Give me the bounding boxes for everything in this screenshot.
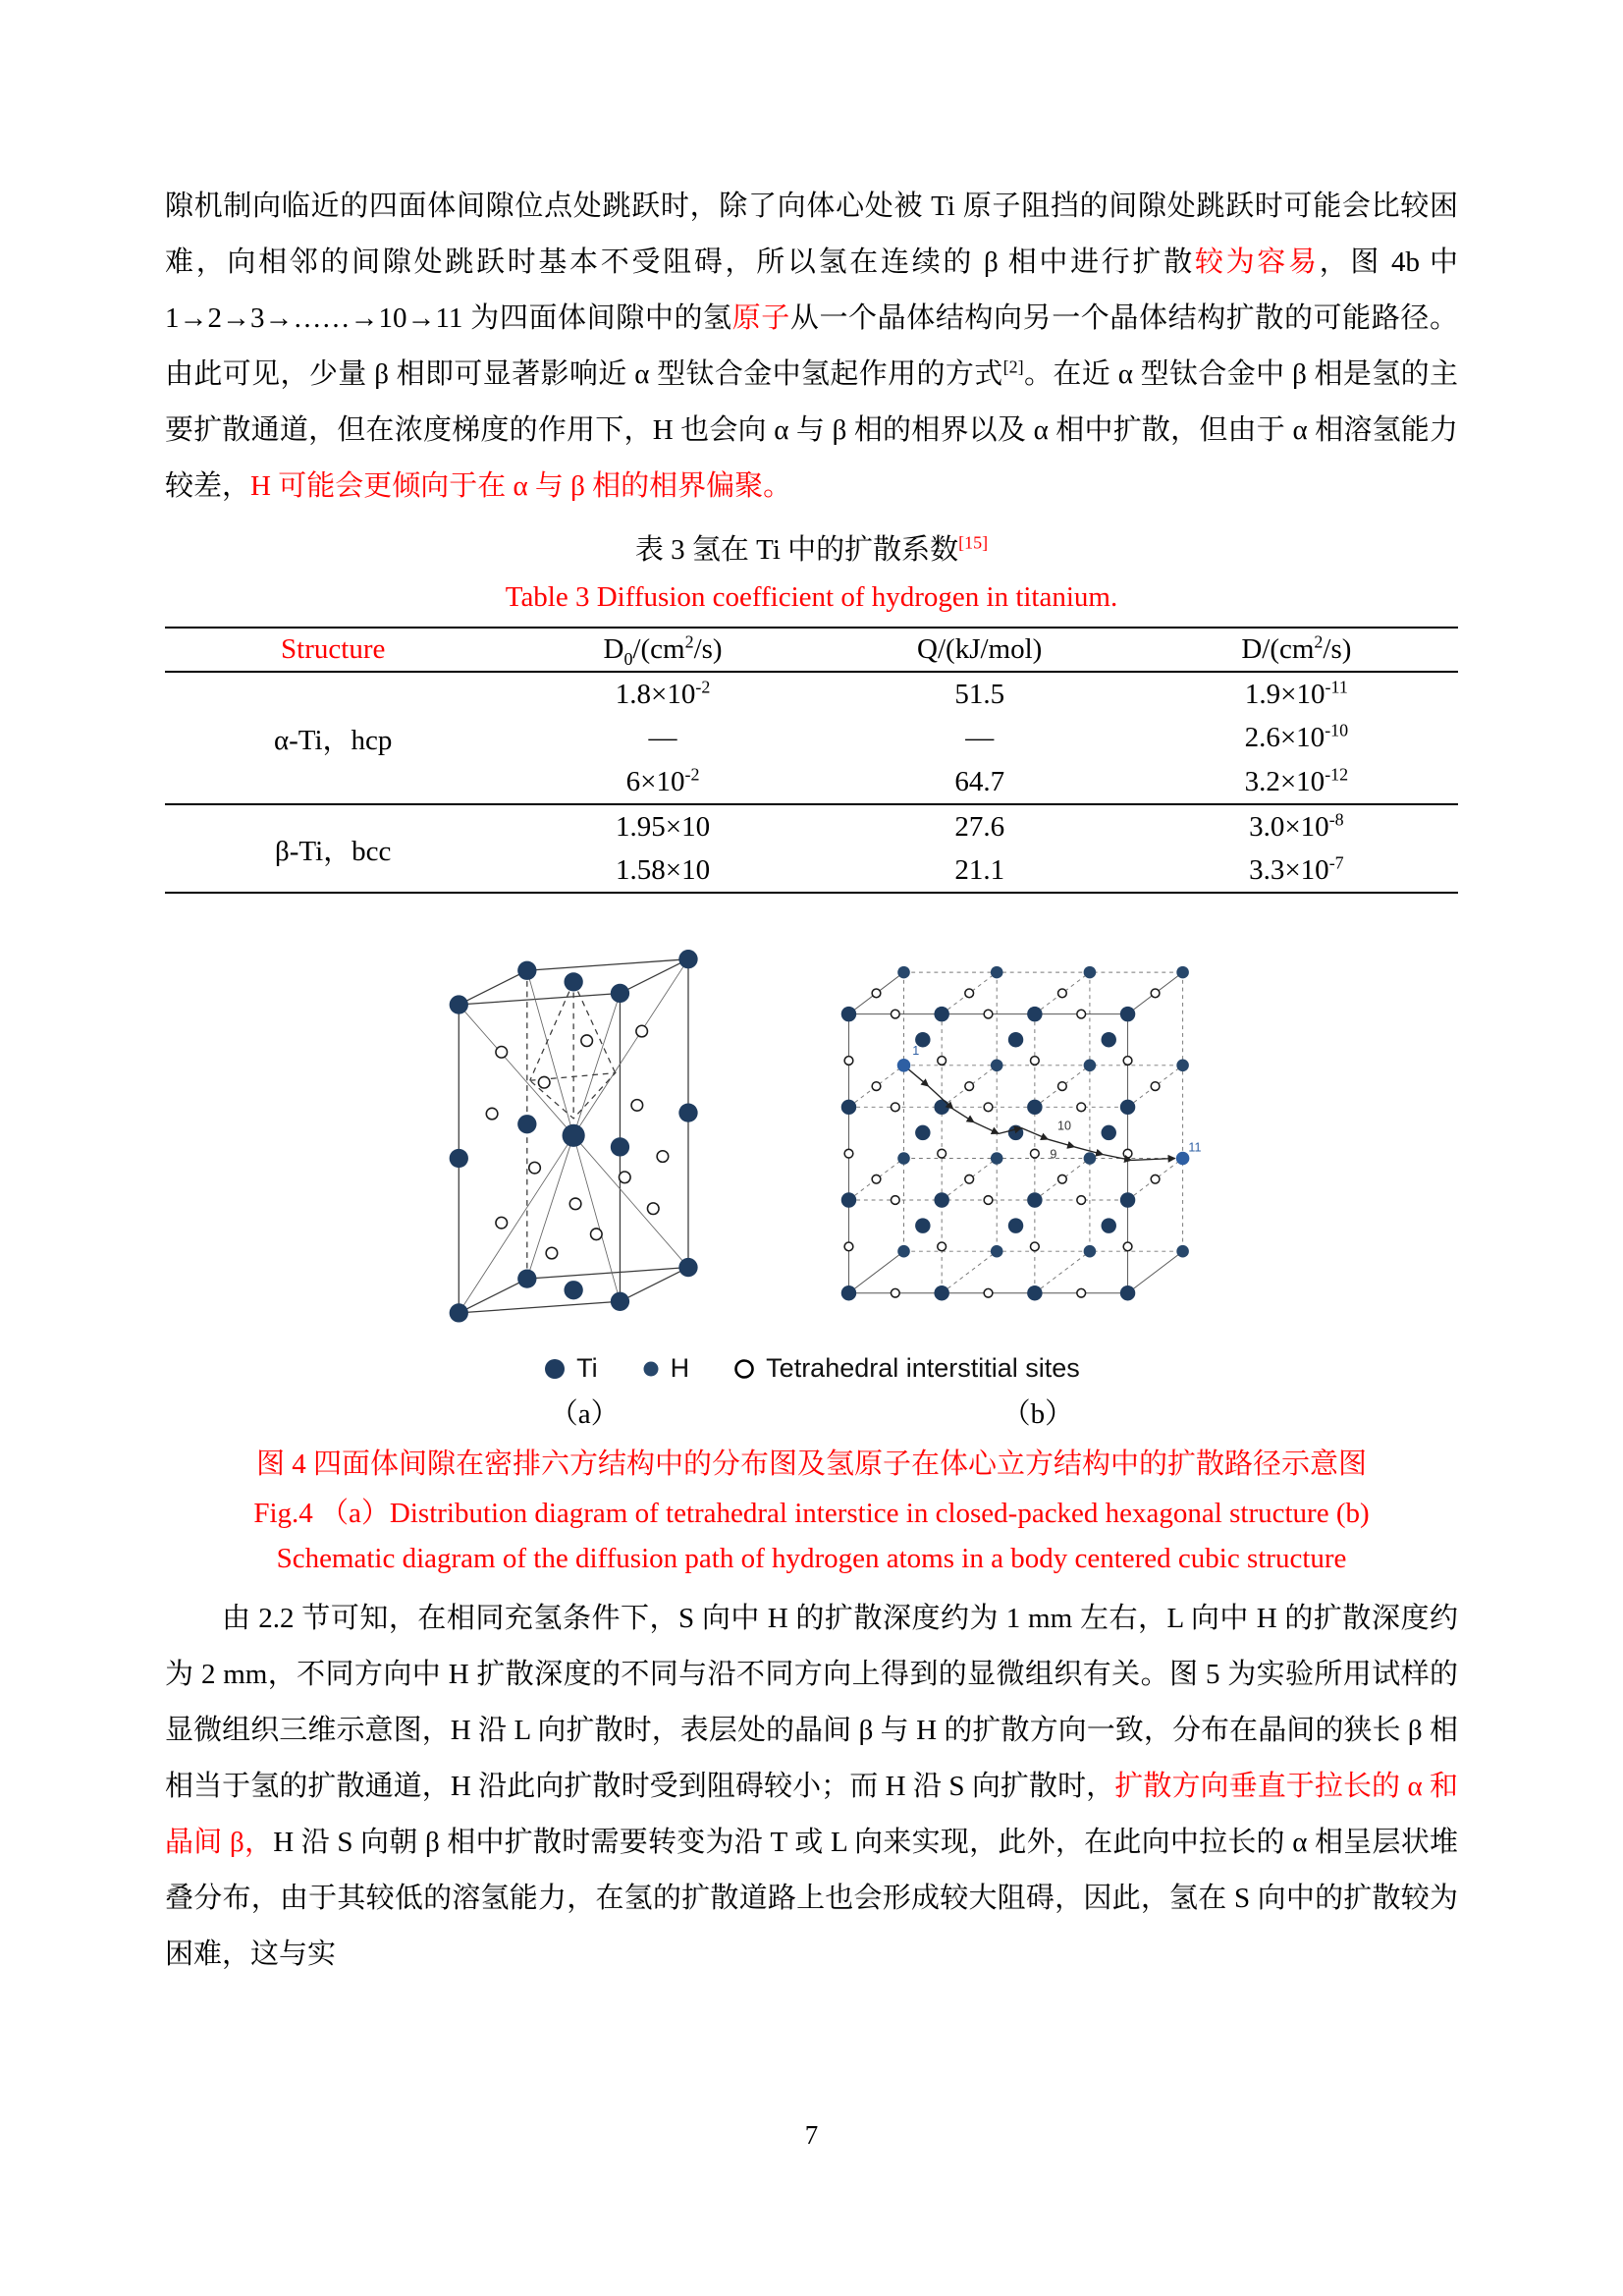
- figure-caption-en: Fig.4 （a）Distribution diagram of tetrahedral interstice in closed-packed hexagonal structure (b) Schematic diagram of the diffusion path of hydrogen atoms in a body centered cubic structure: [253, 1498, 1370, 1574]
- page-number: 7: [804, 2120, 819, 2150]
- hcp-structure-figure: [411, 919, 743, 1341]
- table-caption-en: Table 3 Diffusion coefficient of hydrogen in titanium.: [505, 581, 1118, 613]
- structure-alpha-ti: α-Ti，hcp: [273, 725, 393, 756]
- cell-d: $2.6\times 10^{-10}$: [1244, 720, 1349, 753]
- diffusion-table: [165, 627, 1458, 894]
- interstitial-site-icon: [732, 1357, 756, 1381]
- tetrahedron-outline: [530, 982, 616, 1119]
- legend-item-ti: [543, 1353, 598, 1384]
- cell-d0: $1.8\times 10^{-2}$: [615, 676, 711, 710]
- figure-sublabel-b: （b）: [1001, 1398, 1074, 1430]
- cell-q: 27.6: [954, 810, 1005, 843]
- col-header-q: Q/(kJ/mol): [917, 633, 1043, 665]
- bcc-structure-figure: [822, 919, 1212, 1341]
- path-label-9: 9: [1050, 1147, 1057, 1162]
- legend-item-h: [641, 1353, 690, 1384]
- table-row: [165, 804, 1458, 848]
- cell-q: 64.7: [954, 765, 1005, 797]
- cell-d0: —: [648, 722, 677, 753]
- path-label-10: 10: [1057, 1119, 1072, 1133]
- col-header-d0: $D_0/(cm^2/s)$: [603, 631, 723, 669]
- cell-d: $3.2\times 10^{-12}$: [1244, 763, 1349, 797]
- structure-beta-ti: β-Ti，bcc: [274, 835, 392, 867]
- table-header-row: [165, 628, 1458, 672]
- cell-q: 51.5: [954, 678, 1005, 710]
- table-caption-zh: 表 3 氢在 Ti 中的扩散系数[15]: [634, 532, 989, 566]
- cell-d: $3.3\times 10^{-7}$: [1249, 851, 1344, 886]
- path-label-1: 1: [912, 1044, 920, 1059]
- legend-label-ti: Ti: [576, 1353, 598, 1383]
- cell-q: —: [965, 722, 995, 753]
- col-header-d: $D/(cm^2/s)$: [1241, 631, 1352, 665]
- ti-atom-icon: [543, 1357, 567, 1381]
- h-atom-icon: [641, 1359, 661, 1379]
- legend-item-interstitial: [732, 1353, 1080, 1384]
- cell-q: 21.1: [954, 853, 1005, 886]
- cell-d0: 1.95×10: [615, 810, 711, 843]
- paragraph-microstructure: 由 2.2 节可知，在相同充氢条件下，S 向中 H 的扩散深度约为 1 mm 左右，L 向中 H 的扩散深度约为 2 mm，不同方向中 H 扩散深度的不同与沿不同方向上得到的显微组织有关。图 5 为实验所用试样的显微组织三维示意图，H 沿 L 向扩散时，表层处的晶间 β 与 H 的扩散方向一致，分布在晶间的狭长 β 相相当于氢的扩散通道，H 沿此向扩散时受到阻碍较小；而 H 沿 S 向扩散时，扩散方向垂直于拉长的 α 和晶间 β，H 沿 S 向朝 β 相中扩散时需要转变为沿 T 或 L 向来实现，此外，在此向中拉长的 α 相呈层状堆叠分布，由于其较低的溶氢能力，在氢的扩散道路上也会形成较大阻碍，因此，氢在 S 向中的扩散较为困难，这与实: [165, 1603, 1459, 1970]
- cell-d: $1.9\times 10^{-11}$: [1244, 676, 1348, 710]
- figure-panel: [165, 919, 1458, 1341]
- legend-label-interstitial: Tetrahedral interstitial sites: [766, 1353, 1080, 1383]
- figure-caption-zh: 图 4 四面体间隙在密排六方结构中的分布图及氢原子在体心立方结构中的扩散路径示意图: [255, 1449, 1367, 1480]
- path-label-11: 11: [1188, 1140, 1202, 1155]
- cell-d: $3.0\times 10^{-8}$: [1249, 808, 1344, 843]
- cell-d0: 1.58×10: [615, 853, 711, 886]
- col-header-structure: Structure: [281, 633, 386, 665]
- legend-label-h: H: [670, 1353, 690, 1383]
- cell-d0: $6\times 10^{-2}$: [625, 763, 700, 797]
- path-number-labels: [912, 1044, 1201, 1161]
- paragraph-hydrogen-diffusion: 隙机制向临近的四面体间隙位点处跳跃时，除了向体心处被 Ti 原子阻挡的间隙处跳跃时可能会比较困难，向相邻的间隙处跳跃时基本不受阻碍，所以氢在连续的 β 相中进行扩散较为容易，图 4b 中 1→2→3→……→10→11 为四面体间隙中的氢原子从一个晶体结构向另一个晶体结构扩散的可能路径。由此可见，少量 β 相即可显著影响近 α 型钛合金中氢起作用的方式[2]。在近 α 型钛合金中 β 相是氢的主要扩散通道，但在浓度梯度的作用下，H 也会向 α 与 β 相的相界以及 α 相中扩散，但由于 α 相溶氢能力较差，H 可能会更倾向于在 α 与 β 相的相界偏聚。: [165, 191, 1458, 502]
- figure-legend: [165, 1353, 1458, 1384]
- figure-sublabel-a: （a）: [549, 1398, 620, 1430]
- figure-sublabels: [165, 1392, 1458, 1432]
- table-row: [165, 672, 1458, 716]
